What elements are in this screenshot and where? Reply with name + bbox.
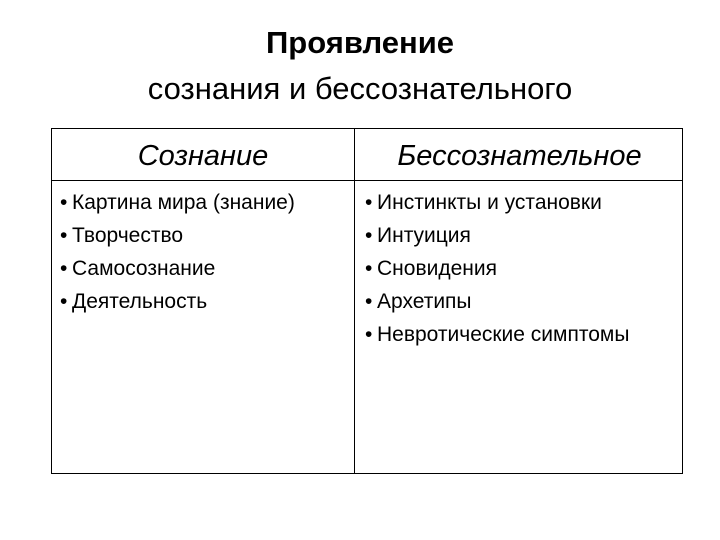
header-consciousness: Сознание <box>137 140 269 172</box>
list-item <box>365 186 681 219</box>
unconscious-list <box>365 186 681 351</box>
list-item <box>60 285 350 318</box>
list-item <box>60 186 350 219</box>
list-item-text: Деятельность <box>72 290 208 313</box>
slide-title <box>0 20 720 112</box>
list-item-text: Творчество <box>72 224 184 247</box>
bullet-icon: • <box>365 290 373 313</box>
list-item-text: Сновидения <box>377 257 497 280</box>
list-item <box>365 219 681 252</box>
list-item-text: Картина мира (знание) <box>72 191 295 214</box>
list-item-text: Архетипы <box>377 290 472 313</box>
bullet-icon: • <box>60 257 68 280</box>
list-item <box>60 219 350 252</box>
list-item-text: Инстинкты и установки <box>377 191 602 214</box>
header-unconscious: Бессознательное <box>397 140 642 172</box>
list-item-text: Самосознание <box>72 257 216 280</box>
bullet-icon: • <box>365 257 373 280</box>
comparison-table <box>51 128 683 474</box>
title-line-2: сознания и бессознательного <box>147 71 573 106</box>
bullet-icon: • <box>60 191 68 214</box>
list-item <box>365 285 681 318</box>
list-item-text: Интуиция <box>377 224 471 247</box>
bullet-icon: • <box>60 224 68 247</box>
list-item <box>365 252 681 285</box>
bullet-icon: • <box>365 224 373 247</box>
list-item <box>365 318 681 351</box>
table-header-row <box>52 129 682 181</box>
list-item <box>60 252 350 285</box>
consciousness-list <box>60 186 350 318</box>
bullet-icon: • <box>365 323 373 346</box>
list-item-text: Невротические симптомы <box>377 323 630 346</box>
bullet-icon: • <box>365 191 373 214</box>
column-divider <box>354 129 355 473</box>
title-line-1: Проявление <box>265 25 455 60</box>
bullet-icon: • <box>60 290 68 313</box>
